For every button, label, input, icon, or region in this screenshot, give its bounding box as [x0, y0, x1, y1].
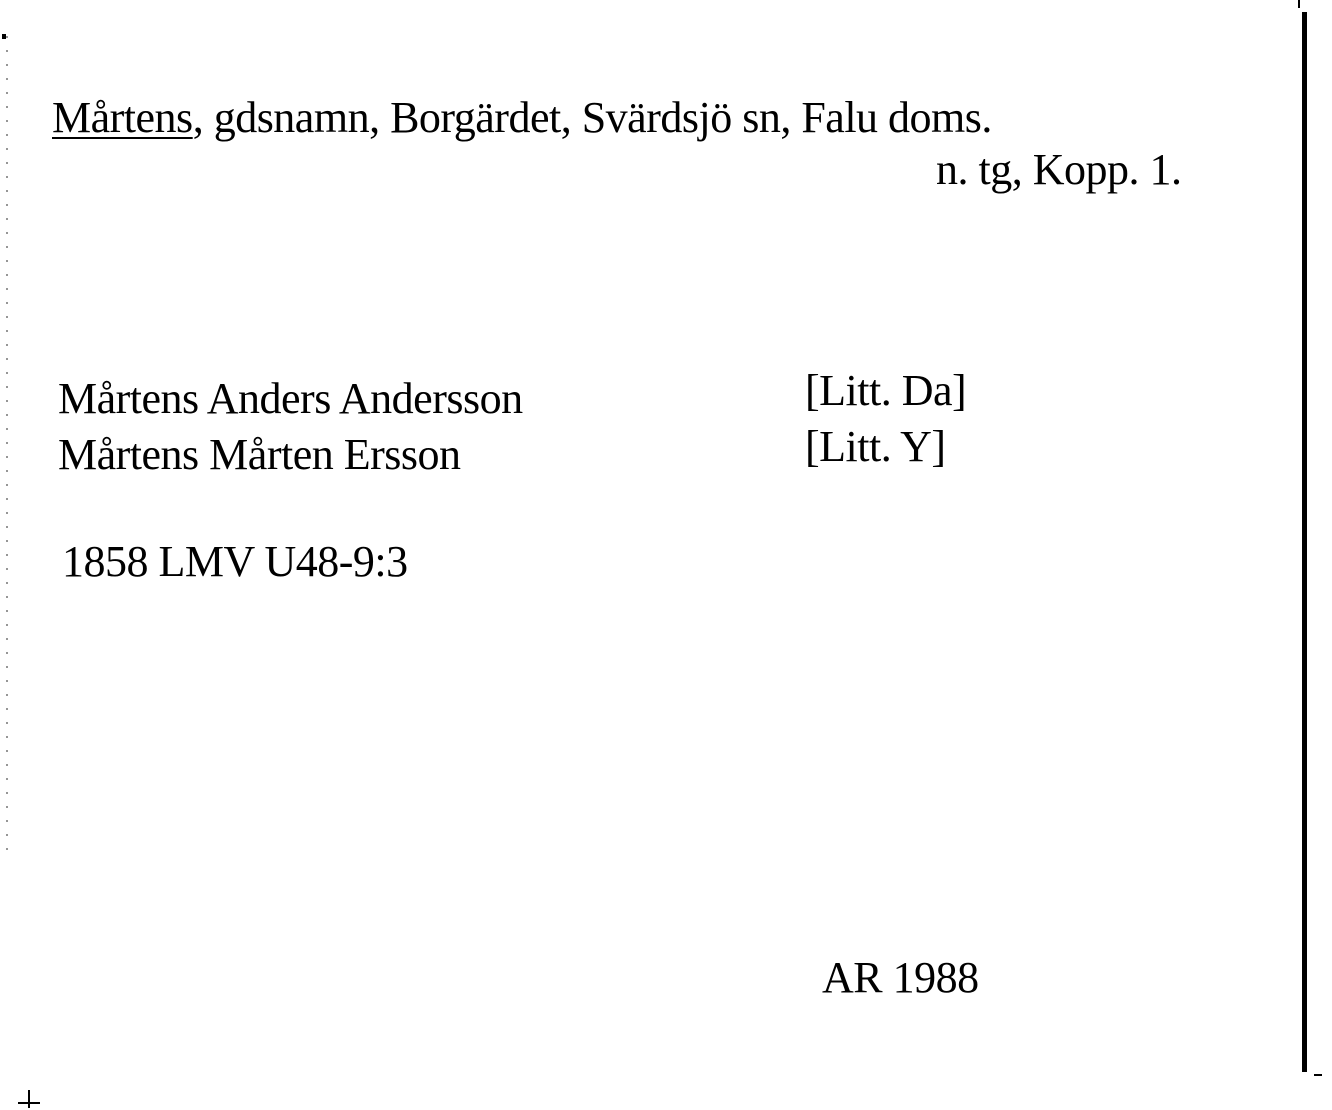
person-name: Mårtens Anders Andersson	[58, 374, 523, 423]
person-name: Mårtens Mårten Ersson	[58, 430, 461, 479]
name-entry	[58, 366, 1058, 423]
scan-edge-tick	[1298, 0, 1300, 8]
scan-corner-mark	[1314, 1074, 1322, 1076]
scan-edge-line	[1302, 12, 1307, 1072]
parish-reference: n. tg, Kopp. 1.	[936, 145, 1182, 194]
litt-reference: [Litt. Da]	[805, 366, 967, 415]
crop-mark	[18, 1102, 40, 1104]
map-reference: 1858 LMV U48-9:3	[62, 537, 408, 586]
scan-left-dots	[6, 30, 8, 850]
headword: Mårtens	[52, 93, 193, 142]
crop-mark	[28, 1090, 30, 1108]
scan-left-mark	[2, 34, 6, 39]
signature: AR 1988	[822, 953, 979, 1002]
card-heading	[52, 93, 992, 142]
litt-reference: [Litt. Y]	[805, 422, 946, 471]
name-entry	[58, 422, 1058, 479]
heading-description: , gdsnamn, Borgärdet, Svärdsjö sn, Falu doms.	[192, 93, 992, 142]
